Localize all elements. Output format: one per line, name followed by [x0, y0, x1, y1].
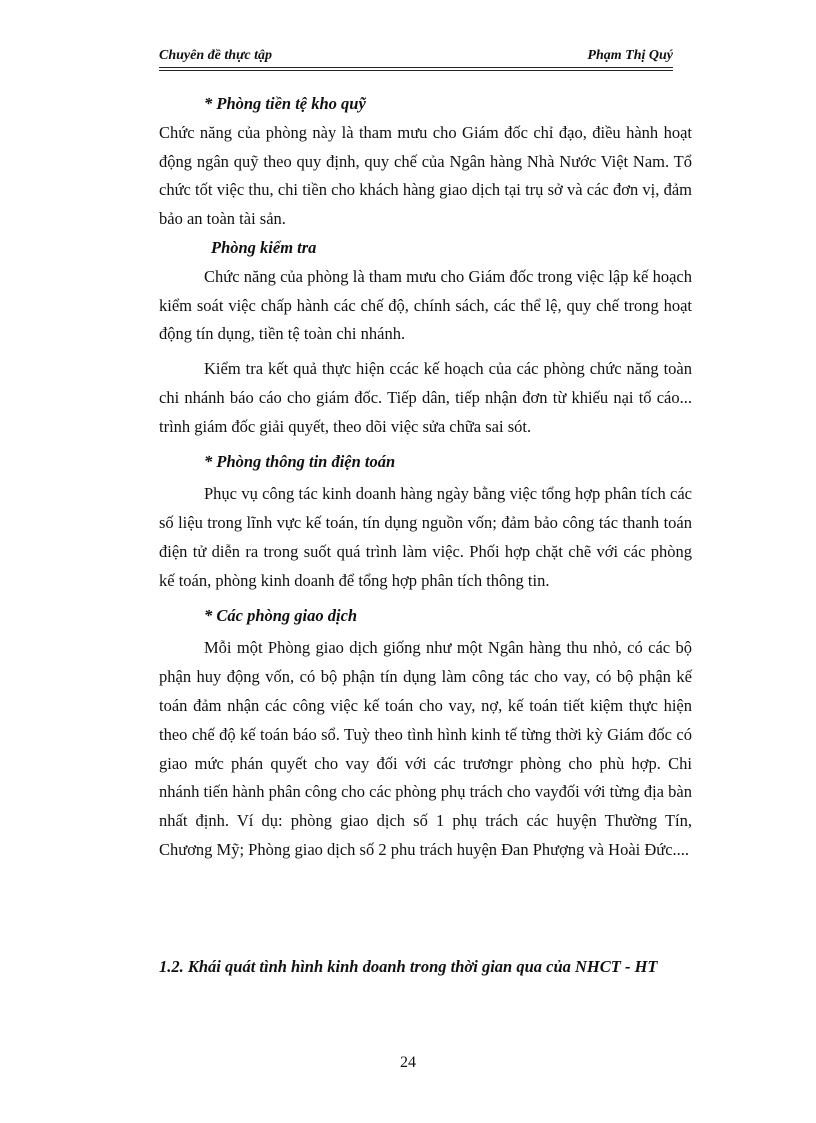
paragraph-treasury: Chức năng của phòng này là tham mưu cho Giám đốc chỉ đạo, điều hành hoạt động ngân quỹ theo quy định, quy chế của Ngân hàng Nhà Nước Việt Nam. Tổ chức tốt việc thu, chi tiền cho khách hàng giao dịch tại trụ sở và các đơn vị, đảm bảo an toàn tài sản. [159, 122, 692, 229]
section-heading-inspection: Phòng kiểm tra [211, 237, 317, 257]
header-author: Phạm Thị Quý [587, 48, 673, 63]
paragraph-inspection-2: Kiểm tra kết quả thực hiện ccác kế hoạch của các phòng chức năng toàn chi nhánh báo cáo cho giám đốc. Tiếp dân, tiếp nhận đơn từ khiếu nại tố cáo... trình giám đốc giải quyết, theo dõi việc sửa chữa sai sót. [159, 359, 692, 436]
page-body [159, 90, 692, 865]
header-rule-double [159, 70, 673, 71]
paragraph-it: Phục vụ công tác kinh doanh hàng ngày bằng việc tổng hợp phân tích các số liệu trong lĩnh vực kế toán, tín dụng nguồn vốn; đảm bảo công tác thanh toán điện tử diễn ra trong suốt quá trình làm việc. Phối hợp chặt chẽ với các phòng kế toán, phòng kinh doanh để tổng hợp phân tích thông tin. [159, 484, 692, 590]
header-left-title: Chuyên đề thực tập [159, 48, 273, 63]
section-heading-treasury: * Phòng tiền tệ kho quỹ [204, 94, 366, 113]
section-heading-transaction-offices: * Các phòng giao dịch [204, 605, 358, 625]
section-heading-1-2: 1.2. Khái quát tình hình kinh doanh trong thời gian qua của NHCT - HT [159, 957, 658, 976]
page-header [159, 46, 673, 68]
header-rule [159, 67, 673, 68]
paragraph-transaction-offices: Mỗi một Phòng giao dịch giống như một Ngân hàng thu nhỏ, có các bộ phận huy động vốn, có bộ phận tín dụng làm công tác cho vay, có bộ phận kế toán đảm nhận các công việc kế toán cho vay, nợ, kế toán tiết kiệm thực hiện theo chế độ kế toán báo sổ. Tuỳ theo tình hình kinh tế từng thời kỳ Giám đốc có giao mức phán quyết cho vay đối với các trươngr phòng cho phù hợp. Chi nhánh tiến hành phân công cho các phòng phụ trách cho vayđối với từng địa bàn nhất định. Ví dụ: phòng giao dịch số 1 phụ trách các huyện Thường Tín, Chương Mỹ; Phòng giao dịch số 2 phu trách huyện Đan Phượng và Hoài Đức.... [159, 638, 692, 859]
paragraph-inspection-1: Chức năng của phòng là tham mưu cho Giám đốc trong việc lập kế hoạch kiểm soát việc chấp hành các chế độ, chính sách, các thể lệ, quy chế trong hoạt động tín dụng, tiền tệ toàn chi nhánh. [159, 266, 692, 344]
page-number: 24 [400, 1054, 416, 1071]
section-heading-it: * Phòng thông tin điện toán [204, 451, 396, 471]
